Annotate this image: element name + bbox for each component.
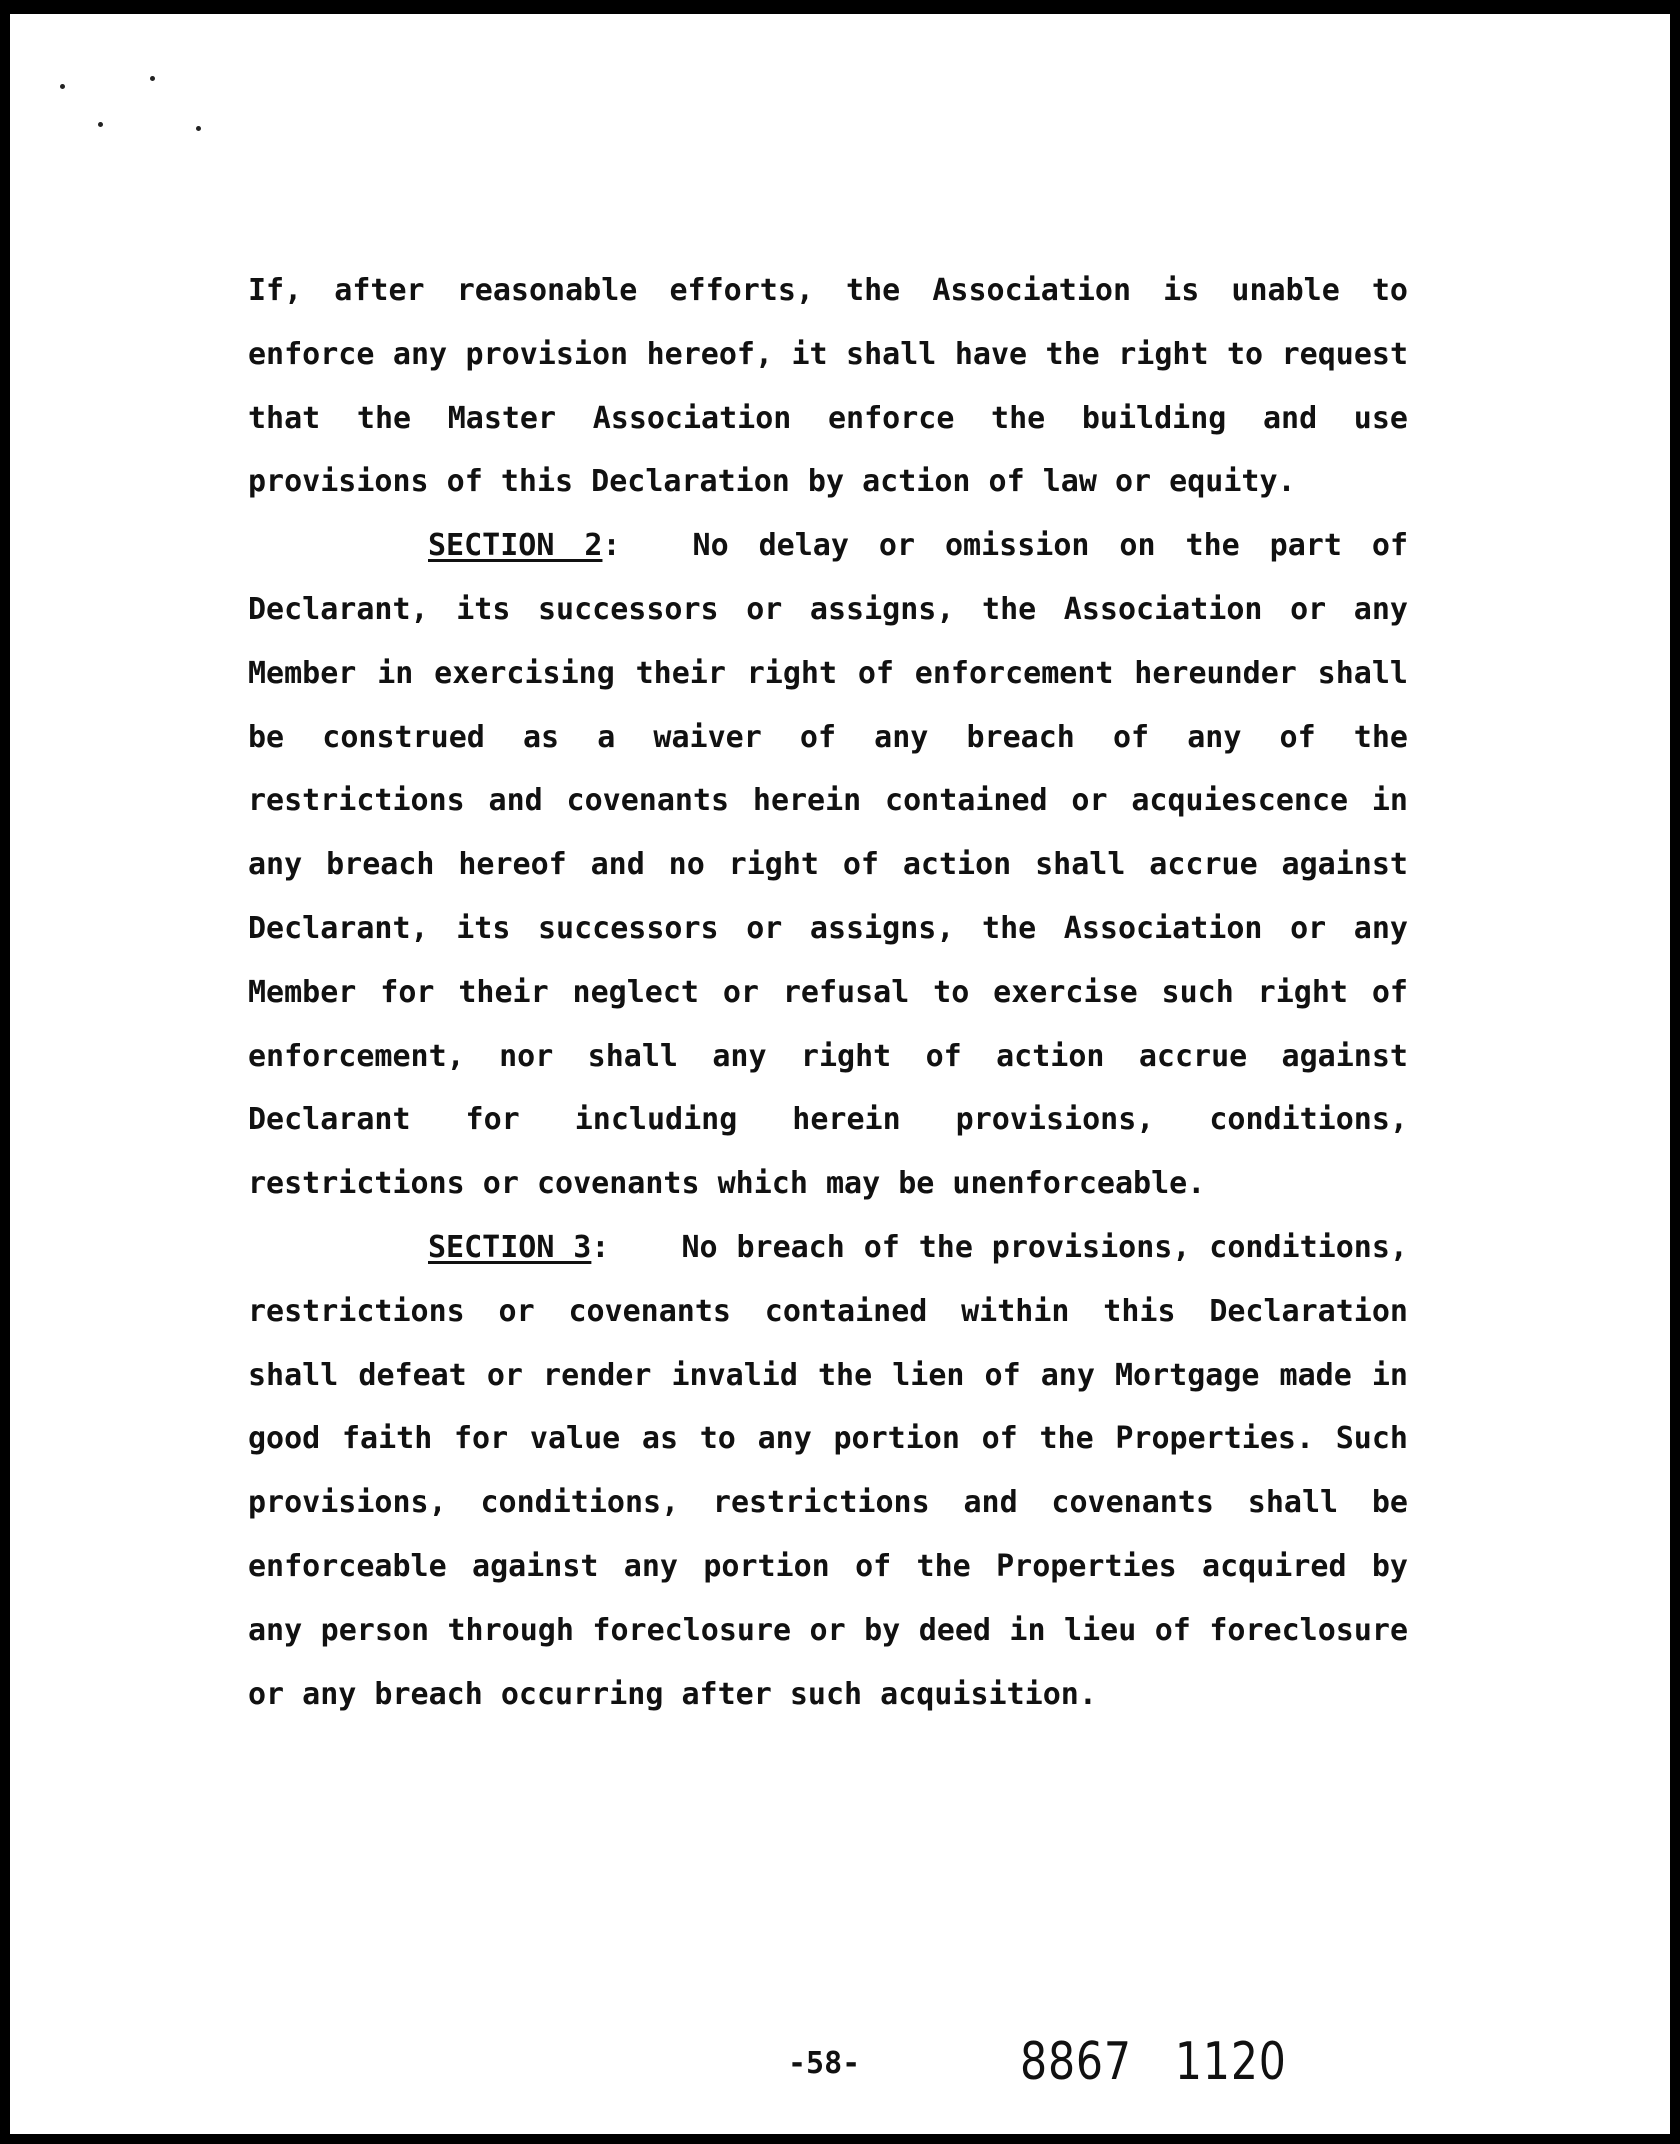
section-3-heading: SECTION 3	[428, 1229, 592, 1265]
section-2-text: No delay or omission on the part of Declarant, its successors or assigns, the Association or any Member in exercising their right of enforcement hereunder shall be construed as a waiver of any breach of any of the restrictions and covenants herein contained or acquiescence in any breach hereof and no right of action shall accrue against Declarant, its successors or assigns, the Association or any Member for their neglect or refusal to exercise such right of enforcement, nor shall any right of action accrue against Declarant for including herein provisions, conditions, restrictions or covenants which may be unenforceable.	[248, 528, 1409, 1202]
scan-speck	[150, 76, 155, 81]
document-page	[10, 14, 1670, 2134]
stamp-page-number: 1120	[1174, 2032, 1287, 2092]
scan-speck	[196, 126, 201, 131]
paragraph-continuation: If, after reasonable efforts, the Association is unable to enforce any provision hereof, it shall have the right to request that the Master Association enforce the building and use provisions of this Declaration by action of law or equity.	[248, 273, 1408, 500]
section-2-paragraph	[248, 514, 1408, 1216]
scan-speck	[98, 122, 103, 127]
section-3-paragraph	[248, 1216, 1408, 1726]
section-3-colon: :	[591, 1229, 610, 1265]
recording-stamp	[1020, 2032, 1287, 2092]
page-number: -58-	[788, 2046, 861, 2081]
section-3-text: No breach of the provisions, conditions, restrictions or covenants contained within this Declaration shall defeat or render invalid the lien of any Mortgage made in good faith for value as to any portion of the Properties. Such provisions, conditions, restrictions and covenants shall be enforceable against any portion of the Properties acquired by any person through foreclosure or by deed in lieu of foreclosure or any breach occurring after such acquisition.	[248, 1229, 1408, 1712]
section-2-heading: SECTION 2	[428, 528, 603, 564]
stamp-book-number: 8867	[1020, 2032, 1132, 2092]
scan-speck	[60, 84, 65, 89]
document-body	[248, 259, 1408, 1726]
section-2-colon: :	[602, 528, 621, 564]
